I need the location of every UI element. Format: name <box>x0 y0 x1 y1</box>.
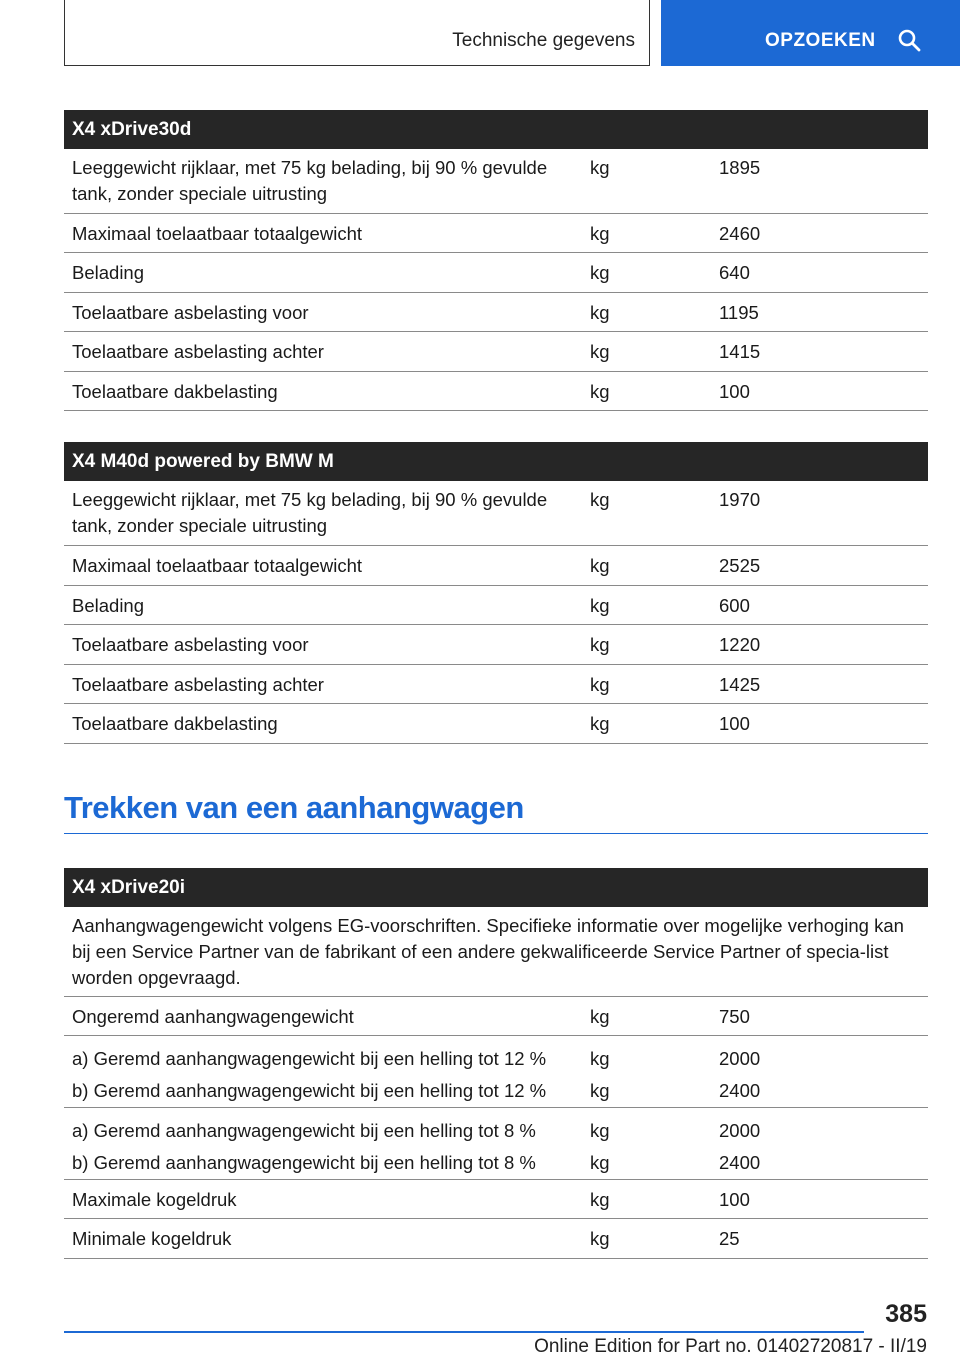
row-value: 1220 <box>719 634 761 655</box>
search-button[interactable] <box>661 0 960 66</box>
table-row <box>64 214 928 253</box>
table-row <box>64 665 928 704</box>
row-unit: kg <box>590 713 610 734</box>
row-unit: kg <box>590 674 610 695</box>
table-row <box>64 149 928 214</box>
row-unit: kg <box>590 634 610 655</box>
row-unit-a: kg <box>590 1120 610 1141</box>
row-label: Minimale kogeldruk <box>72 1228 232 1249</box>
row-label: Toelaatbare asbelasting achter <box>72 674 324 695</box>
table-title: X4 xDrive20i <box>64 868 928 907</box>
row-label: Ongeremd aanhangwagengewicht <box>72 1006 354 1027</box>
table-row <box>64 1219 928 1259</box>
row-unit: kg <box>590 1228 610 1249</box>
row-unit: kg <box>590 1006 610 1027</box>
row-unit: kg <box>590 489 610 510</box>
row-value: 640 <box>719 262 750 283</box>
row-unit: kg <box>590 262 610 283</box>
row-unit-b: kg <box>590 1152 610 1173</box>
row-value: 100 <box>719 1189 750 1210</box>
footer-divider <box>64 1331 864 1333</box>
row-unit: kg <box>590 157 610 178</box>
row-value: 1895 <box>719 157 761 178</box>
row-label: Belading <box>72 595 145 616</box>
row-unit: kg <box>590 341 610 362</box>
section-title: Trekken van een aanhangwagen <box>64 790 928 834</box>
row-unit-a: kg <box>590 1048 610 1069</box>
row-unit: kg <box>590 595 610 616</box>
row-label-b: b) Geremd aanhangwagengewicht bij een helling tot 8 % <box>72 1152 536 1173</box>
table-row <box>64 704 928 744</box>
row-value: 100 <box>719 713 750 734</box>
row-value: 1425 <box>719 674 761 695</box>
row-value: 100 <box>719 381 750 402</box>
edition-note: Online Edition for Part no. 01402720817 - II/19 <box>534 1336 927 1357</box>
row-label: Belading <box>72 262 145 283</box>
table-title: X4 xDrive30d <box>64 110 928 149</box>
row-label: Leeggewicht rijklaar, met 75 kg belading, bij 90 % gevulde tank, zonder speciale uitrusting <box>72 489 548 536</box>
row-value: 1195 <box>719 302 759 323</box>
row-label: Maximale kogeldruk <box>72 1189 237 1210</box>
table-row <box>64 997 928 1036</box>
row-unit: kg <box>590 381 610 402</box>
spec-table-trailer <box>64 868 928 1259</box>
search-button-label: OPZOEKEN <box>765 30 876 51</box>
row-label: Maximaal toelaatbaar totaalgewicht <box>72 555 362 576</box>
page-number: 385 <box>885 1300 927 1328</box>
row-unit: kg <box>590 302 610 323</box>
row-label: Toelaatbare dakbelasting <box>72 713 278 734</box>
row-value: 2525 <box>719 555 761 576</box>
table-row <box>64 625 928 665</box>
section-tab <box>64 0 650 66</box>
row-value-b: 2400 <box>719 1152 761 1173</box>
row-unit: kg <box>590 555 610 576</box>
table-row <box>64 1036 928 1108</box>
row-unit-b: kg <box>590 1080 610 1101</box>
row-unit: kg <box>590 223 610 244</box>
row-value: 1970 <box>719 489 761 510</box>
row-label-a: a) Geremd aanhangwagengewicht bij een helling tot 8 % <box>72 1120 536 1141</box>
row-value-a: 2000 <box>719 1120 761 1141</box>
row-label-a: a) Geremd aanhangwagengewicht bij een helling tot 12 % <box>72 1048 547 1069</box>
table-row <box>64 546 928 586</box>
table-row <box>64 1108 928 1180</box>
row-unit: kg <box>590 1189 610 1210</box>
row-value-a: 2000 <box>719 1048 761 1069</box>
table-row <box>64 332 928 372</box>
row-label: Toelaatbare asbelasting achter <box>72 341 324 362</box>
table-row <box>64 372 928 411</box>
table-row <box>64 293 928 332</box>
table-row <box>64 586 928 625</box>
row-value: 600 <box>719 595 750 616</box>
section-tab-label: Technische gegevens <box>452 30 635 51</box>
row-value: 2460 <box>719 223 761 244</box>
row-value: 25 <box>719 1228 740 1249</box>
spec-table-xdrive30d <box>64 110 928 411</box>
row-label: Leeggewicht rijklaar, met 75 kg belading, bij 90 % gevulde tank, zonder speciale uitrusting <box>72 157 548 204</box>
table-row <box>64 481 928 546</box>
row-label-b: b) Geremd aanhangwagengewicht bij een helling tot 12 % <box>72 1080 547 1101</box>
table-note-row <box>64 907 928 997</box>
table-title: X4 M40d powered by BMW M <box>64 442 928 481</box>
table-row <box>64 253 928 293</box>
table-row <box>64 1180 928 1219</box>
search-icon <box>897 28 921 52</box>
row-label: Toelaatbare asbelasting voor <box>72 302 309 323</box>
table-note: Aanhangwagengewicht volgens EG-voorschriften. Specifieke informatie over mogelijke verhoging kan bij een Service Partner van de fabrikant of een andere gekwalificeerde Service Partner of specia-list worden opgevraagd. <box>72 915 904 988</box>
row-label: Maximaal toelaatbaar totaalgewicht <box>72 223 362 244</box>
row-label: Toelaatbare dakbelasting <box>72 381 278 402</box>
row-value-b: 2400 <box>719 1080 761 1101</box>
row-value: 1415 <box>719 341 761 362</box>
spec-table-m40d <box>64 442 928 744</box>
row-label: Toelaatbare asbelasting voor <box>72 634 309 655</box>
row-value: 750 <box>719 1006 750 1027</box>
